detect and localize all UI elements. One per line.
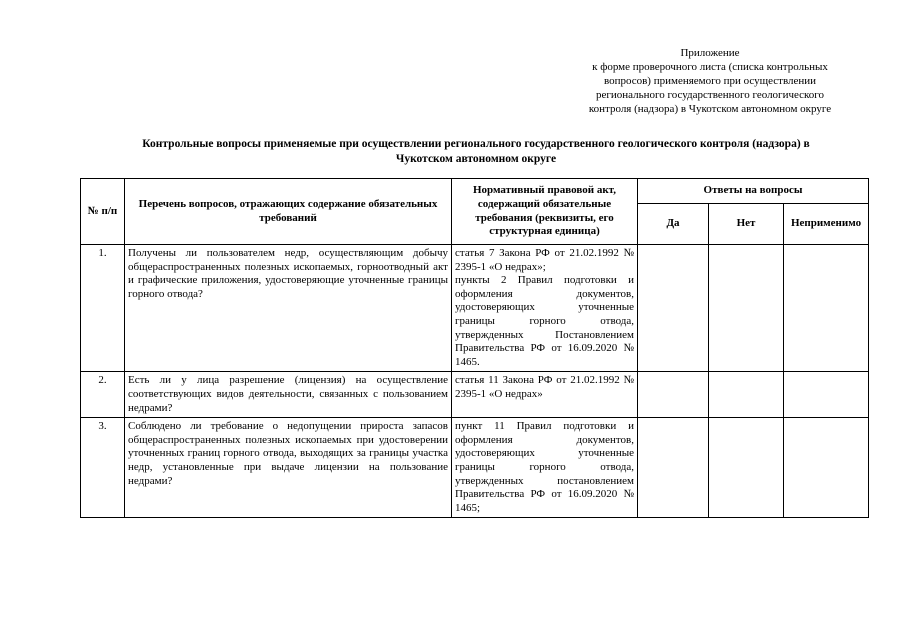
row-legal-act — [452, 418, 638, 518]
legal-ref: статья 11 Закона РФ от 21.02.1992 № 2395-1 «О недрах» — [455, 374, 634, 400]
row-question: Получены ли пользователем недр, осуществляющим добычу общераспространенных полезных ископаемых, горноотводный акт и графические приложения, удостоверяющие уточненные границы горного отвода? — [125, 245, 452, 372]
legal-ref: статья 7 Закона РФ от 21.02.1992 № 2395-1 «О недрах»; — [455, 247, 634, 273]
checklist-table — [80, 178, 869, 518]
header-no: Нет — [709, 204, 784, 245]
table-row — [81, 245, 869, 372]
row-number: 3. — [81, 418, 125, 518]
header-question: Перечень вопросов, отражающих содержание обязательных требований — [125, 179, 452, 245]
document-title-line-2: Чукотском автономном округе — [395, 153, 557, 165]
appendix-line: Приложение — [680, 47, 740, 59]
header-not-applicable: Неприменимо — [784, 204, 869, 245]
header-legal-act: Нормативный правовой акт, содержащий обязательные требования (реквизиты, его структурная единица) — [452, 179, 638, 245]
answer-yes-cell[interactable] — [638, 372, 709, 418]
appendix-line: контроля (надзора) в Чукотском автономном округе — [588, 103, 832, 115]
answer-yes-cell[interactable] — [638, 418, 709, 518]
row-legal-act — [452, 372, 638, 418]
answer-na-cell[interactable] — [784, 245, 869, 372]
appendix-line: вопросов) применяемого при осуществлении — [603, 75, 817, 87]
header-answers: Ответы на вопросы — [638, 179, 869, 204]
answer-yes-cell[interactable] — [638, 245, 709, 372]
row-question: Есть ли у лица разрешение (лицензия) на осуществление соответствующих видов деятельности, связанных с пользованием недрами? — [125, 372, 452, 418]
header-number: № п/п — [81, 179, 125, 245]
row-legal-act — [452, 245, 638, 372]
table-header-row — [81, 179, 869, 204]
table-row — [81, 372, 869, 418]
appendix-line: к форме проверочного листа (списка контрольных — [592, 61, 828, 73]
document-title — [88, 137, 864, 167]
row-question: Соблюдено ли требование о недопущении прироста запасов общераспространенных полезных ископаемых при удостоверении уточненных границ горного отвода, выходящих за границы участка недр, установленные при выдаче лицензии на пользование недрами? — [125, 418, 452, 518]
row-number: 1. — [81, 245, 125, 372]
document-title-line-1: Контрольные вопросы применяемые при осуществлении регионального государственного геологического контроля (надзора) в — [142, 138, 810, 150]
row-number: 2. — [81, 372, 125, 418]
table-row — [81, 418, 869, 518]
answer-na-cell[interactable] — [784, 372, 869, 418]
answer-no-cell[interactable] — [709, 372, 784, 418]
legal-ref: пункт 11 Правил подготовки и оформления документов, удостоверяющих уточненные границы горного отвода, утвержденных постановлением Правительства РФ от 16.09.2020 № 1465; — [455, 420, 634, 514]
header-yes: Да — [638, 204, 709, 245]
appendix-note — [540, 46, 880, 116]
answer-no-cell[interactable] — [709, 418, 784, 518]
answer-na-cell[interactable] — [784, 418, 869, 518]
answer-no-cell[interactable] — [709, 245, 784, 372]
appendix-line: регионального государственного геологического — [595, 89, 825, 101]
legal-ref: пункты 2 Правил подготовки и оформления документов, удостоверяющих уточненные границы горного отвода, утвержденных Постановлением Правительства РФ от 16.09.2020 № 1465. — [455, 274, 634, 368]
